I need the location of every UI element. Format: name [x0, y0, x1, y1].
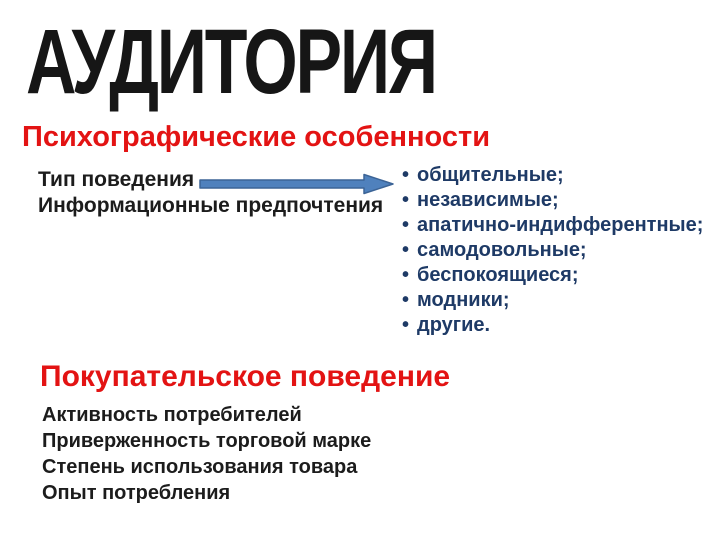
list-item [402, 163, 703, 188]
information-preferences-label: Информационные предпочтения [38, 194, 384, 217]
bullet-icon: • [402, 314, 410, 336]
list-item [402, 238, 703, 263]
list-item: Приверженность торговой марке [42, 430, 372, 452]
psychographic-heading: Психографические особенности [22, 121, 491, 153]
list-item-label: другие. [417, 314, 491, 336]
right-arrow-icon [199, 173, 395, 195]
list-item-label: общительные; [417, 164, 564, 186]
bullet-icon: • [402, 289, 410, 311]
list-item [402, 288, 703, 313]
list-item-label: беспокоящиеся; [417, 264, 579, 286]
list-item [402, 263, 703, 288]
list-item: Степень использования товара [42, 456, 358, 478]
slide-title: АУДИТОРИЯ [26, 11, 436, 113]
list-item [402, 188, 703, 213]
list-item-label: модники; [417, 289, 510, 311]
bullet-icon: • [402, 164, 410, 186]
list-item: Активность потребителей [42, 404, 302, 426]
list-item-label: самодовольные; [417, 239, 587, 261]
psychographic-list [402, 163, 703, 338]
bullet-icon: • [402, 264, 410, 286]
bullet-icon: • [402, 189, 410, 211]
list-item [402, 213, 703, 238]
buying-behavior-list [42, 402, 371, 506]
bullet-icon: • [402, 239, 410, 261]
list-item: Опыт потребления [42, 482, 231, 504]
list-item-label: апатично-индифферентные; [417, 214, 704, 236]
behavior-type-label: Тип поведения [38, 168, 195, 191]
list-item [402, 313, 703, 338]
buying-behavior-heading: Покупательское поведение [40, 360, 451, 393]
list-item-label: независимые; [417, 189, 559, 211]
bullet-icon: • [402, 214, 410, 236]
